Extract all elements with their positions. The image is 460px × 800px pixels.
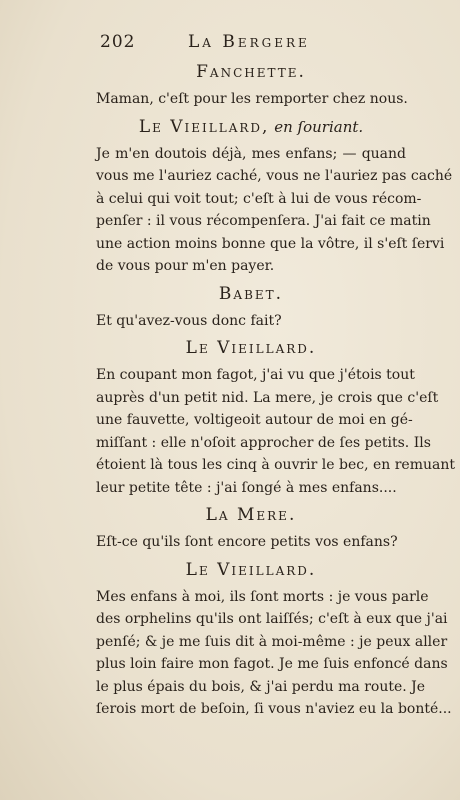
dialogue-paragraph	[96, 364, 455, 499]
speaker-name: La Mere.	[205, 505, 297, 525]
text-line: de vous pour m'en payer.	[96, 258, 275, 274]
text-line: Mes enfans à moi, ils ſont morts : je vous parle	[96, 588, 429, 605]
text-line: Eſt-ce qu'ils ſont encore petits vos enfans?	[96, 534, 398, 550]
dialogue-paragraph	[96, 143, 453, 278]
dialogue-paragraph	[96, 586, 452, 721]
page-header	[100, 28, 400, 56]
speaker-heading	[96, 60, 406, 84]
speaker-heading	[96, 336, 406, 360]
text-line: une fauvette, voltigeoit autour de moi en gé-	[96, 412, 413, 428]
text-line: le plus épais du bois, & j'ai perdu ma route. Je	[96, 678, 426, 695]
speaker-name: Le Vieillard,	[138, 116, 270, 137]
text-line: ſerois mort de beſoin, ſi vous n'aviez eu la bonté...	[96, 701, 452, 717]
stage-direction: en ſouriant.	[269, 117, 364, 136]
text-line: Je m'en doutois déjà, mes enfans; — quand	[96, 145, 406, 162]
text-line: vous me l'auriez caché, vous ne l'auriez pas caché	[96, 168, 453, 184]
dialogue-paragraph	[96, 531, 406, 554]
dialogue-paragraph	[96, 88, 406, 111]
speaker-name: Fanchette.	[196, 62, 306, 82]
text-line: leur petite tête : j'ai ſongé à mes enfans....	[96, 479, 397, 496]
text-line: étoient là tous les cinq à ouvrir le bec, en remuant	[96, 457, 455, 473]
speaker-name: Le Vieillard.	[185, 338, 317, 358]
page-number: 202	[100, 32, 136, 52]
speaker-heading	[96, 282, 406, 306]
text-line: Maman, c'eſt pour les remporter chez nous.	[96, 91, 408, 107]
text-line: miſſant : elle n'oſoit approcher de ſes petits. Ils	[96, 434, 431, 451]
text-line: En coupant mon fagot, j'ai vu que j'étois tout	[96, 367, 415, 383]
play-text	[96, 58, 455, 725]
speaker-heading	[96, 115, 406, 139]
running-title: La Bergere	[188, 32, 310, 52]
speaker-name: Le Vieillard.	[185, 559, 317, 580]
speaker-heading	[96, 558, 406, 582]
dialogue-paragraph	[96, 310, 406, 333]
text-line: Et qu'avez-vous donc fait?	[96, 312, 282, 329]
text-line: penſer : il vous récompenſera. J'ai fait ce matin	[96, 213, 431, 229]
speaker-name: Babet.	[218, 283, 284, 304]
text-line: auprès d'un petit nid. La mere, je crois que c'eſt	[96, 389, 439, 406]
text-line: à celui qui voit tout; c'eſt à lui de vous récom-	[96, 190, 422, 207]
speaker-heading	[96, 503, 406, 527]
text-line: penſé; & je me ſuis dit à moi-même : je peux aller	[96, 633, 448, 650]
text-line: des orphelins qu'ils ont laiſſés; c'eſt à eux que j'ai	[96, 611, 448, 627]
text-line: une action moins bonne que la vôtre, il s'eſt ſervi	[96, 235, 445, 252]
text-line: plus loin faire mon fagot. Je me ſuis enfoncé dans	[96, 656, 448, 672]
